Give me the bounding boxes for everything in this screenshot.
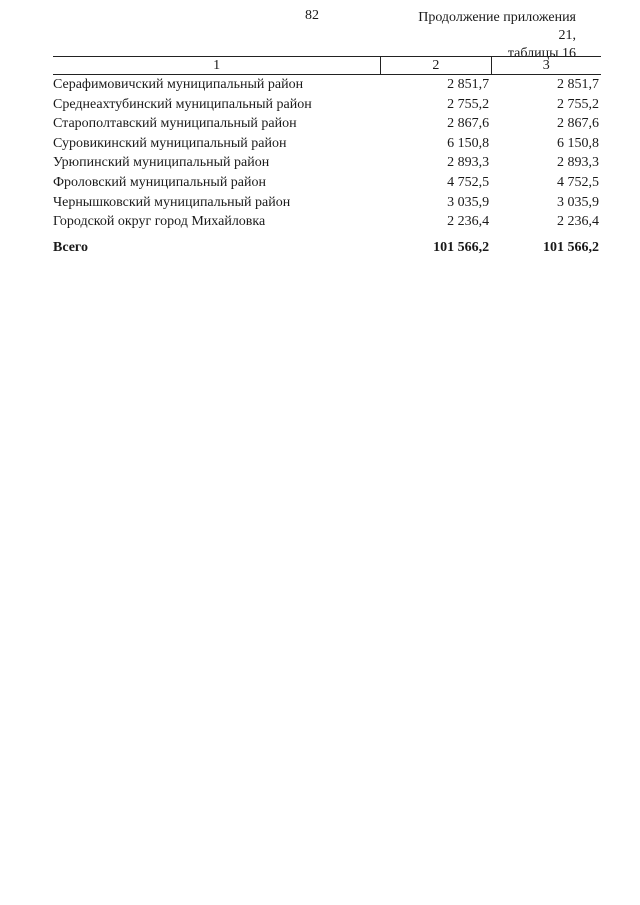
total-value-2: 101 566,2 [433, 239, 490, 255]
total-label: Всего [53, 239, 88, 255]
total-row [53, 232, 601, 258]
row-name: Чернышковский муниципальный район [53, 194, 291, 210]
row-name: Среднеахтубинский муниципальный район [53, 96, 312, 112]
row-value-2: 2 236,4 [447, 214, 490, 230]
row-name: Серафимовичский муниципальный район [53, 77, 304, 92]
column-header-3: 3 [491, 57, 601, 75]
row-value-2: 2 867,6 [447, 116, 490, 132]
row-value-2: 6 150,8 [447, 135, 490, 151]
row-value-3: 2 867,6 [557, 116, 599, 132]
table-header-row [53, 57, 601, 75]
total-value-3: 101 566,2 [543, 239, 599, 255]
row-value-3: 2 893,3 [557, 155, 599, 171]
row-name: Суровикинский муниципальный район [53, 135, 287, 151]
page-number: 82 [305, 8, 319, 23]
row-value-2: 4 752,5 [447, 174, 490, 190]
row-value-3: 2 851,7 [557, 77, 599, 92]
table-row [53, 153, 601, 173]
table-row [53, 114, 601, 134]
row-name: Урюпинский муниципальный район [53, 155, 270, 171]
table-row [53, 193, 601, 213]
column-header-2: 2 [381, 57, 491, 75]
row-value-2: 2 755,2 [447, 96, 490, 112]
row-name: Городской округ город Михайловка [53, 214, 266, 230]
row-value-2: 3 035,9 [447, 194, 490, 210]
row-value-3: 6 150,8 [557, 135, 599, 151]
table-row [53, 134, 601, 154]
continuation-line-1: Продолжение приложения 21, [418, 10, 576, 43]
row-value-2: 2 851,7 [447, 77, 490, 92]
row-value-3: 4 752,5 [557, 174, 599, 190]
continuation-note [406, 9, 576, 63]
row-name: Фроловский муниципальный район [53, 174, 267, 190]
table-row [53, 173, 601, 193]
table-row [53, 95, 601, 115]
row-value-3: 2 236,4 [557, 214, 599, 230]
table-row [53, 75, 601, 95]
continuation-line-2: таблицы 16 [507, 46, 576, 61]
row-name: Старополтавский муниципальный район [53, 116, 297, 132]
table-row [53, 212, 601, 232]
row-value-2: 2 893,3 [447, 155, 490, 171]
row-value-3: 2 755,2 [557, 96, 599, 112]
data-table [53, 56, 601, 257]
column-header-1: 1 [53, 57, 381, 75]
row-value-3: 3 035,9 [557, 194, 599, 210]
